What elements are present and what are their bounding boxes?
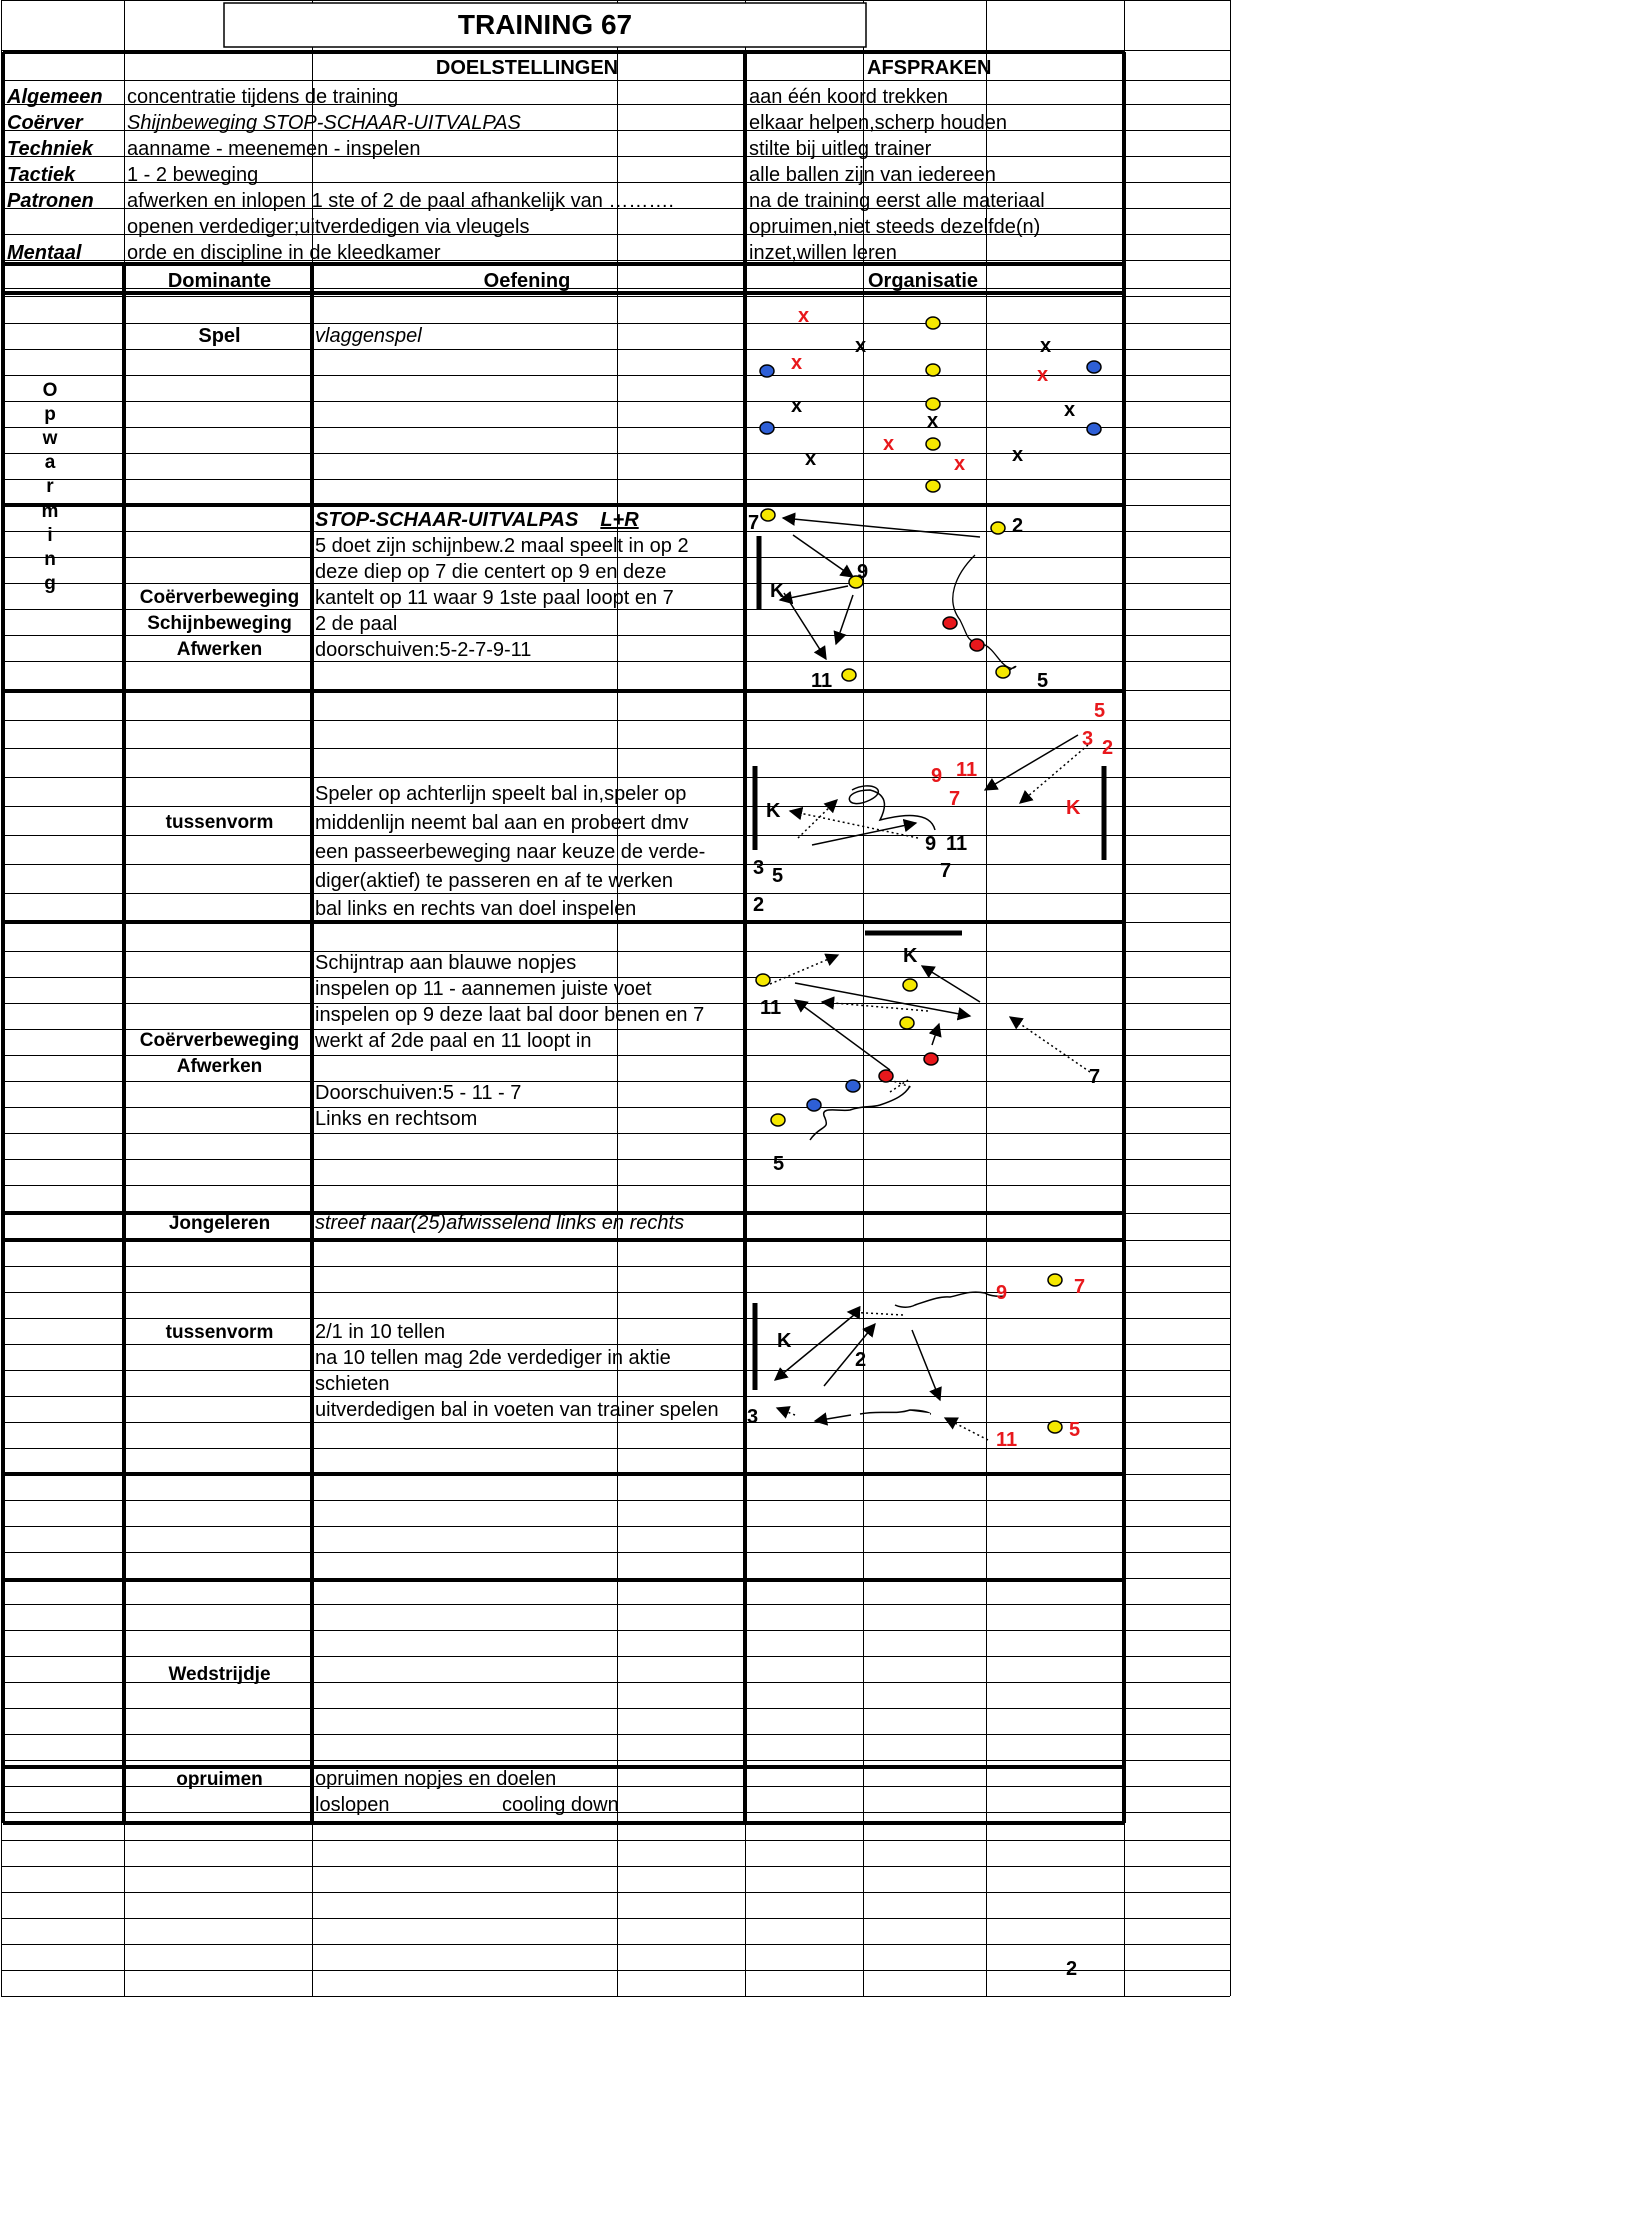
section-oefening: streef naar(25)afwisselend links en rechts [315, 1212, 685, 1234]
diagram-stop-schaar [759, 509, 1016, 681]
agreement-item: aan één koord trekken [749, 86, 949, 108]
section-dominante: Coërverbeweging [139, 1030, 300, 1051]
diagram-label: 11 [811, 670, 833, 692]
section-dominante: opruimen [176, 1769, 263, 1790]
exercise-line: Doorschuiven:5 - 11 - 7 [315, 1082, 522, 1104]
goals-header: DOELSTELLINGEN [435, 57, 619, 79]
exercise-line: uitverdedigen bal in voeten van trainer spelen [315, 1399, 719, 1421]
exercise-heading-suffix: L+R [600, 509, 639, 531]
exercise-line: deze diep op 7 die centert op 9 en deze [315, 561, 667, 583]
section-dominante: Schijnbeweging [147, 613, 292, 634]
page-title: TRAINING 67 [457, 9, 633, 40]
diagram-label: 2 [1012, 515, 1024, 537]
player-x: x [855, 335, 867, 357]
exercise-line: werkt af 2de paal en 11 loopt in [315, 1030, 592, 1052]
diagram-label: 9 [996, 1282, 1008, 1304]
goal-text: 1 - 2 beweging [127, 164, 259, 186]
exercise-line: cooling down [502, 1794, 619, 1816]
diagram-label: 11 [760, 997, 782, 1019]
goal-label: Tactiek [7, 164, 76, 186]
diagram-label: 11 [946, 833, 968, 855]
section-dominante: Spel [198, 325, 241, 347]
section-oefening: vlaggenspel [315, 325, 422, 347]
exercise-line: 2/1 in 10 tellen [315, 1321, 446, 1343]
exercise-line: Speler op achterlijn speelt bal in,speler op [315, 783, 687, 805]
exercise-line: middenlijn neemt bal aan en probeert dmv [315, 812, 689, 834]
exercise-line: kantelt op 11 waar 9 1ste paal loopt en 7 [315, 587, 674, 609]
yellow-marker [926, 317, 940, 329]
exercise-line: 5 doet zijn schijnbew.2 maal speelt in op 2 [315, 535, 689, 557]
player-x: x [805, 448, 817, 470]
diagram-label: K [766, 800, 781, 822]
blue-marker [1087, 423, 1101, 435]
section-dominante: Wedstrijdje [168, 1664, 271, 1685]
opwarming-letter: g [44, 573, 56, 594]
diagram-label: 7 [940, 860, 952, 882]
player-x: x [1012, 444, 1024, 466]
exercise-line: doorschuiven:5-2-7-9-11 [315, 639, 532, 661]
diagram-label: 9 [925, 833, 937, 855]
exercise-line: Links en rechtsom [315, 1108, 478, 1130]
yellow-marker [926, 480, 940, 492]
section-dominante: Afwerken [176, 639, 263, 660]
player-x: x [954, 453, 966, 475]
diagram-label: K [903, 945, 918, 967]
goal-text: openen verdediger;uitverdedigen via vleugels [127, 216, 530, 238]
diagram-label: 5 [1037, 670, 1049, 692]
goal-label: Algemeen [7, 86, 103, 108]
section-dominante: Coërverbeweging [139, 587, 300, 608]
opwarming-letter: i [47, 525, 53, 546]
diagram-label: 3 [753, 857, 765, 879]
diagram-vlaggenspel [760, 305, 1101, 492]
diagram-label: 2 [855, 1349, 867, 1371]
diagram-label: 7 [949, 788, 961, 810]
player-x: x [798, 305, 810, 327]
diagram-label: 5 [1094, 700, 1106, 722]
opwarming-letter: p [44, 404, 56, 425]
section-dominante: Jongeleren [168, 1213, 271, 1234]
exercise-heading [315, 508, 639, 532]
opwarming-letter: a [44, 452, 56, 473]
exercise-line: 2 de paal [315, 613, 398, 635]
section-dominante: Afwerken [176, 1056, 263, 1077]
player-x: x [1064, 399, 1076, 421]
yellow-marker [926, 398, 940, 410]
opwarming-letter: w [42, 428, 58, 449]
diagram-label: 5 [1069, 1419, 1081, 1441]
exercise-line: diger(aktief) te passeren en af te werken [315, 870, 673, 892]
player-x: x [791, 352, 803, 374]
exercise-line: loslopen [315, 1794, 390, 1816]
blue-marker [760, 422, 774, 434]
agreement-item: alle ballen zijn van iedereen [749, 164, 996, 186]
exercise-line: na 10 tellen mag 2de verdediger in aktie [315, 1347, 671, 1369]
player-x: x [1037, 364, 1049, 386]
diagram-label: 7 [1089, 1066, 1101, 1088]
page-number: 2 [1066, 1958, 1078, 1980]
exercise-line: bal links en rechts van doel inspelen [315, 898, 637, 920]
blue-marker [760, 365, 774, 377]
goal-text: Shijnbeweging STOP-SCHAAR-UITVALPAS [127, 112, 521, 134]
exercise-heading-text: STOP-SCHAAR-UITVALPAS [315, 509, 579, 531]
diagram-label: K [1066, 797, 1081, 819]
agreement-item: inzet,willen leren [749, 242, 897, 264]
diagram-label: 7 [748, 512, 760, 534]
opwarming-letter: m [41, 501, 59, 522]
goal-text: afwerken en inlopen 1 ste of 2 de paal afhankelijk van ………. [127, 190, 674, 212]
diagram-label: 9 [857, 561, 869, 583]
agreement-item: opruimen,niet steeds dezelfde(n) [749, 216, 1041, 238]
section-dominante: tussenvorm [165, 1322, 274, 1343]
exercise-line: een passeerbeweging naar keuze de verde- [315, 841, 706, 863]
exercise-line: inspelen op 9 deze laat bal door benen en 7 [315, 1004, 705, 1026]
blue-marker [1087, 361, 1101, 373]
diagram-label: 9 [931, 765, 943, 787]
goal-label: Techniek [7, 138, 93, 160]
player-x: x [791, 395, 803, 417]
diagram-label: 5 [772, 865, 784, 887]
opwarming-letter: r [46, 476, 54, 497]
agreements-header: AFSPRAKEN [867, 57, 992, 79]
agreement-item: stilte bij uitleg trainer [749, 138, 932, 160]
exercise-line: opruimen nopjes en doelen [315, 1768, 557, 1790]
goal-label: Mentaal [7, 242, 82, 264]
diagram-label: 11 [996, 1429, 1018, 1451]
diagram-label: K [777, 1330, 792, 1352]
exercise-line: Schijntrap aan blauwe nopjes [315, 952, 577, 974]
col-header-dominante: Dominante [167, 270, 272, 292]
diagram-label: 7 [1074, 1276, 1086, 1298]
diagram-tussenvorm-2 [755, 1274, 1062, 1440]
player-x: x [1040, 335, 1052, 357]
goal-text: concentratie tijdens de training [127, 86, 399, 108]
agreement-item: elkaar helpen,scherp houden [749, 112, 1007, 134]
goal-label: Patronen [7, 190, 94, 212]
diagram-label: 3 [747, 1406, 759, 1428]
yellow-marker [926, 364, 940, 376]
player-x: x [883, 433, 895, 455]
diagram-coerver-afwerken [756, 933, 1090, 1140]
goal-label: Coërver [7, 112, 83, 134]
diagram-label: K [770, 580, 785, 602]
diagram-label: 5 [773, 1153, 785, 1175]
player-x: x [927, 410, 939, 432]
opwarming-letter: O [42, 380, 58, 401]
opwarming-letter: n [44, 549, 56, 570]
exercise-line: inspelen op 11 - aannemen juiste voet [315, 978, 652, 1000]
goal-text: orde en discipline in de kleedkamer [127, 242, 441, 264]
diagram-label: 11 [956, 759, 978, 781]
exercise-line: schieten [315, 1373, 390, 1395]
col-header-organisatie: Organisatie [868, 270, 979, 292]
col-header-oefening: Oefening [483, 270, 571, 292]
diagram-label: 2 [753, 894, 765, 916]
agreement-item: na de training eerst alle materiaal [749, 190, 1045, 212]
diagram-label: 2 [1102, 737, 1114, 759]
yellow-marker [926, 438, 940, 450]
diagram-label: 3 [1082, 728, 1094, 750]
section-dominante: tussenvorm [165, 812, 274, 833]
goal-text: aanname - meenemen - inspelen [127, 138, 421, 160]
